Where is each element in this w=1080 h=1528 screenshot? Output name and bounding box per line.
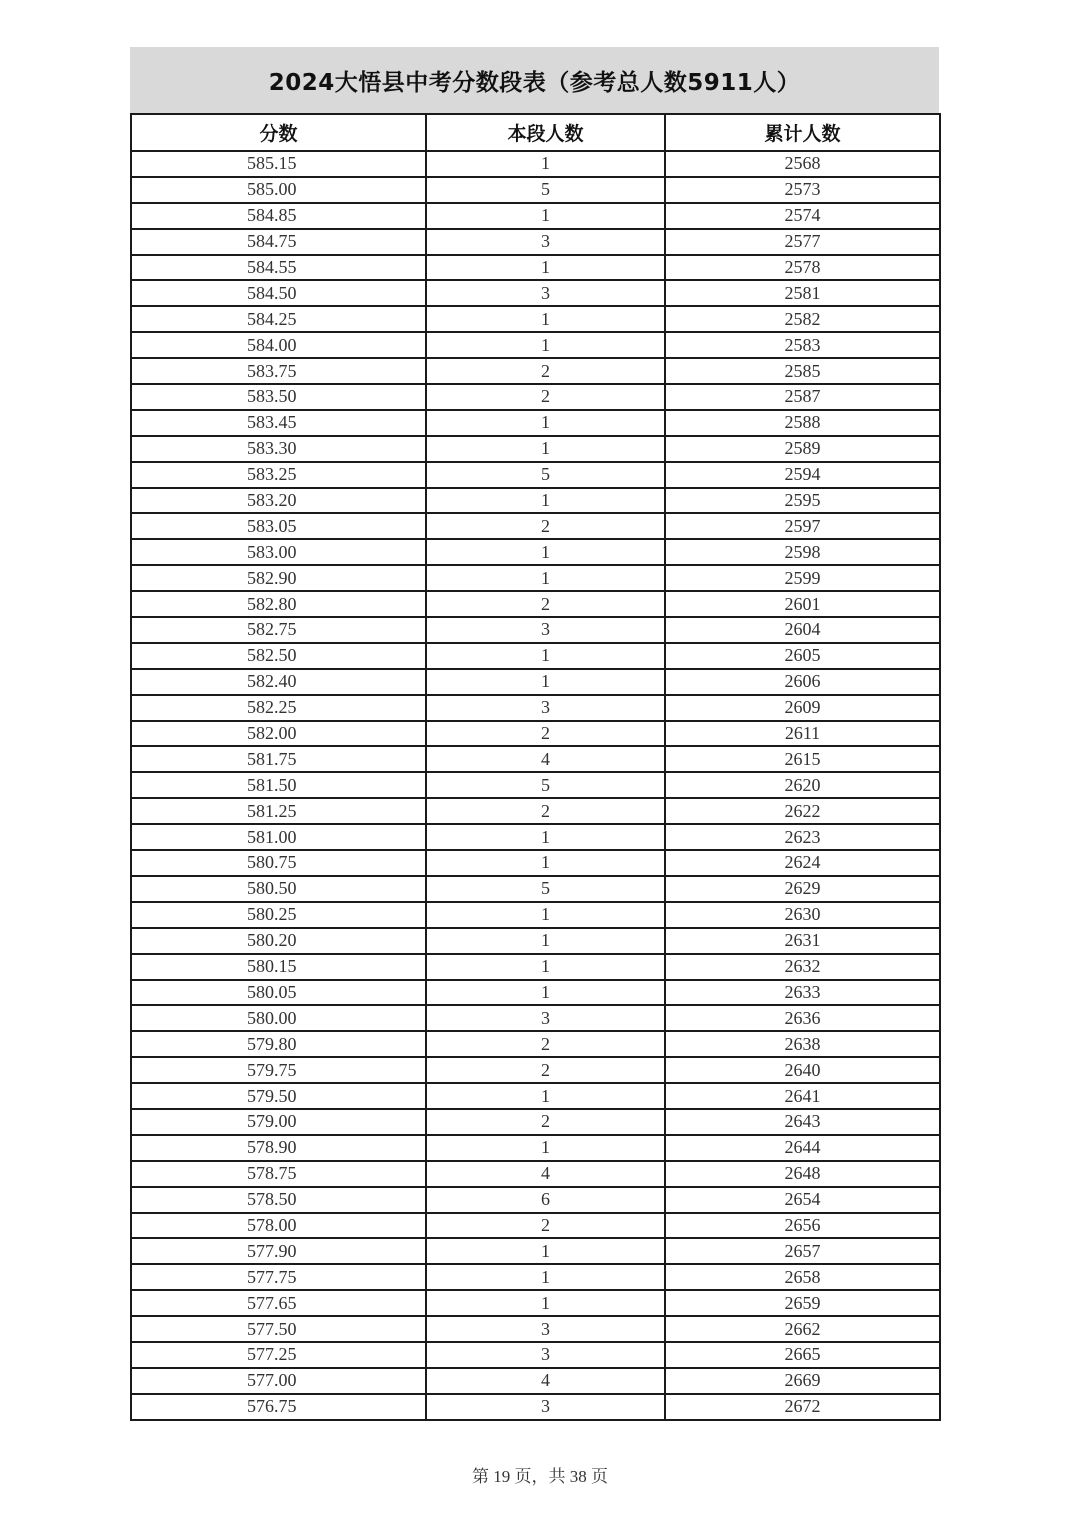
cumulative-count-cell: 2633 [665, 980, 940, 1006]
cumulative-count-cell: 2669 [665, 1368, 940, 1394]
segment-count-cell: 3 [426, 280, 665, 306]
cumulative-count-cell: 2658 [665, 1264, 940, 1290]
cumulative-count-cell: 2606 [665, 669, 940, 695]
segment-count-cell: 2 [426, 1213, 665, 1239]
score-cell: 580.05 [131, 980, 426, 1006]
cumulative-count-cell: 2595 [665, 488, 940, 514]
segment-count-cell: 1 [426, 203, 665, 229]
segment-count-cell: 1 [426, 488, 665, 514]
score-cell: 578.50 [131, 1187, 426, 1213]
cumulative-count-cell: 2585 [665, 358, 940, 384]
score-cell: 583.75 [131, 358, 426, 384]
table-row [131, 384, 940, 410]
cumulative-count-cell: 2615 [665, 746, 940, 772]
segment-count-cell: 3 [426, 1342, 665, 1368]
score-cell: 577.65 [131, 1290, 426, 1316]
table-row [131, 410, 940, 436]
table-row [131, 1057, 940, 1083]
score-cell: 580.75 [131, 850, 426, 876]
cumulative-count-cell: 2644 [665, 1135, 940, 1161]
score-cell: 577.50 [131, 1316, 426, 1342]
cumulative-count-cell: 2622 [665, 798, 940, 824]
segment-count-cell: 4 [426, 1161, 665, 1187]
score-table-sheet [130, 47, 939, 1421]
score-cell: 579.50 [131, 1083, 426, 1109]
score-cell: 578.75 [131, 1161, 426, 1187]
table-row [131, 695, 940, 721]
segment-count-cell: 2 [426, 1109, 665, 1135]
cumulative-count-cell: 2594 [665, 462, 940, 488]
cumulative-count-cell: 2604 [665, 617, 940, 643]
segment-count-cell: 1 [426, 1135, 665, 1161]
score-cell: 579.75 [131, 1057, 426, 1083]
cumulative-count-cell: 2631 [665, 928, 940, 954]
table-row [131, 850, 940, 876]
cumulative-count-cell: 2636 [665, 1005, 940, 1031]
score-cell: 580.20 [131, 928, 426, 954]
cumulative-count-cell: 2598 [665, 539, 940, 565]
segment-count-cell: 1 [426, 850, 665, 876]
cumulative-count-cell: 2588 [665, 410, 940, 436]
score-cell: 578.90 [131, 1135, 426, 1161]
table-row [131, 1316, 940, 1342]
score-cell: 582.75 [131, 617, 426, 643]
cumulative-count-cell: 2623 [665, 824, 940, 850]
cumulative-count-cell: 2657 [665, 1238, 940, 1264]
table-row [131, 1109, 940, 1135]
cumulative-count-cell: 2577 [665, 229, 940, 255]
table-row [131, 1394, 940, 1420]
cumulative-count-cell: 2659 [665, 1290, 940, 1316]
table-row [131, 255, 940, 281]
table-row [131, 746, 940, 772]
cumulative-count-cell: 2587 [665, 384, 940, 410]
segment-count-cell: 2 [426, 1031, 665, 1057]
column-header-segment-count: 本段人数 [426, 114, 665, 151]
table-row [131, 1368, 940, 1394]
table-row [131, 902, 940, 928]
score-cell: 578.00 [131, 1213, 426, 1239]
score-cell: 583.25 [131, 462, 426, 488]
segment-count-cell: 2 [426, 798, 665, 824]
segment-count-cell: 1 [426, 954, 665, 980]
segment-count-cell: 1 [426, 306, 665, 332]
score-cell: 581.25 [131, 798, 426, 824]
score-cell: 585.00 [131, 177, 426, 203]
segment-count-cell: 1 [426, 1264, 665, 1290]
cumulative-count-cell: 2609 [665, 695, 940, 721]
table-row [131, 591, 940, 617]
table-row [131, 980, 940, 1006]
segment-count-cell: 2 [426, 721, 665, 747]
table-row [131, 229, 940, 255]
cumulative-count-cell: 2581 [665, 280, 940, 306]
table-row [131, 462, 940, 488]
table-row [131, 876, 940, 902]
segment-count-cell: 2 [426, 591, 665, 617]
table-row [131, 1083, 940, 1109]
segment-count-cell: 3 [426, 1394, 665, 1420]
table-row [131, 1238, 940, 1264]
score-cell: 582.80 [131, 591, 426, 617]
score-cell: 583.50 [131, 384, 426, 410]
cumulative-count-cell: 2573 [665, 177, 940, 203]
score-cell: 584.75 [131, 229, 426, 255]
segment-count-cell: 1 [426, 980, 665, 1006]
score-cell: 583.20 [131, 488, 426, 514]
cumulative-count-cell: 2578 [665, 255, 940, 281]
score-cell: 582.50 [131, 643, 426, 669]
segment-count-cell: 4 [426, 1368, 665, 1394]
cumulative-count-cell: 2605 [665, 643, 940, 669]
table-row [131, 488, 940, 514]
segment-count-cell: 1 [426, 151, 665, 177]
table-title: 2024大悟县中考分数段表（参考总人数5911人） [268, 69, 801, 96]
segment-count-cell: 1 [426, 332, 665, 358]
table-row [131, 1135, 940, 1161]
score-cell: 580.00 [131, 1005, 426, 1031]
cumulative-count-cell: 2641 [665, 1083, 940, 1109]
segment-count-cell: 5 [426, 772, 665, 798]
segment-count-cell: 3 [426, 617, 665, 643]
cumulative-count-cell: 2582 [665, 306, 940, 332]
segment-count-cell: 1 [426, 669, 665, 695]
cumulative-count-cell: 2574 [665, 203, 940, 229]
table-row [131, 772, 940, 798]
score-cell: 581.50 [131, 772, 426, 798]
table-row [131, 1264, 940, 1290]
score-cell: 583.00 [131, 539, 426, 565]
score-cell: 583.30 [131, 436, 426, 462]
cumulative-count-cell: 2629 [665, 876, 940, 902]
cumulative-count-cell: 2638 [665, 1031, 940, 1057]
score-cell: 584.85 [131, 203, 426, 229]
score-cell: 577.00 [131, 1368, 426, 1394]
table-row [131, 928, 940, 954]
score-cell: 582.40 [131, 669, 426, 695]
cumulative-count-cell: 2611 [665, 721, 940, 747]
score-cell: 582.90 [131, 565, 426, 591]
table-row [131, 669, 940, 695]
cumulative-count-cell: 2568 [665, 151, 940, 177]
segment-count-cell: 5 [426, 177, 665, 203]
segment-count-cell: 1 [426, 1238, 665, 1264]
table-row [131, 151, 940, 177]
cumulative-count-cell: 2640 [665, 1057, 940, 1083]
cumulative-count-cell: 2643 [665, 1109, 940, 1135]
score-cell: 582.25 [131, 695, 426, 721]
table-row [131, 1187, 940, 1213]
page-footer: 第 19 页，共 38 页 [472, 1467, 608, 1486]
segment-count-cell: 3 [426, 229, 665, 255]
table-row [131, 513, 940, 539]
title-band [130, 47, 939, 113]
table-row [131, 1290, 940, 1316]
cumulative-count-cell: 2665 [665, 1342, 940, 1368]
column-header-cumulative-count: 累计人数 [665, 114, 940, 151]
table-row [131, 306, 940, 332]
segment-count-cell: 5 [426, 876, 665, 902]
segment-count-cell: 1 [426, 1083, 665, 1109]
table-row [131, 617, 940, 643]
score-cell: 584.50 [131, 280, 426, 306]
table-row [131, 1213, 940, 1239]
column-header-score: 分数 [131, 114, 426, 151]
table-row [131, 332, 940, 358]
table-row [131, 721, 940, 747]
table-row [131, 954, 940, 980]
score-cell: 577.90 [131, 1238, 426, 1264]
table-row [131, 436, 940, 462]
segment-count-cell: 1 [426, 539, 665, 565]
table-body [131, 151, 940, 1420]
segment-count-cell: 5 [426, 462, 665, 488]
cumulative-count-cell: 2672 [665, 1394, 940, 1420]
cumulative-count-cell: 2632 [665, 954, 940, 980]
score-cell: 579.00 [131, 1109, 426, 1135]
segment-count-cell: 1 [426, 436, 665, 462]
cumulative-count-cell: 2648 [665, 1161, 940, 1187]
table-row [131, 1161, 940, 1187]
cumulative-count-cell: 2624 [665, 850, 940, 876]
cumulative-count-cell: 2601 [665, 591, 940, 617]
table-row [131, 1031, 940, 1057]
table-row [131, 565, 940, 591]
segment-count-cell: 3 [426, 695, 665, 721]
score-cell: 577.25 [131, 1342, 426, 1368]
table-row [131, 1005, 940, 1031]
table-row [131, 358, 940, 384]
cumulative-count-cell: 2662 [665, 1316, 940, 1342]
score-cell: 582.00 [131, 721, 426, 747]
cumulative-count-cell: 2630 [665, 902, 940, 928]
segment-count-cell: 1 [426, 565, 665, 591]
score-cell: 584.00 [131, 332, 426, 358]
segment-count-cell: 1 [426, 1290, 665, 1316]
score-cell: 583.05 [131, 513, 426, 539]
score-cell: 581.75 [131, 746, 426, 772]
score-table [130, 113, 941, 1421]
cumulative-count-cell: 2599 [665, 565, 940, 591]
score-cell: 579.80 [131, 1031, 426, 1057]
score-cell: 576.75 [131, 1394, 426, 1420]
table-row [131, 824, 940, 850]
score-cell: 580.25 [131, 902, 426, 928]
segment-count-cell: 1 [426, 928, 665, 954]
segment-count-cell: 1 [426, 255, 665, 281]
table-row [131, 1342, 940, 1368]
cumulative-count-cell: 2583 [665, 332, 940, 358]
cumulative-count-cell: 2654 [665, 1187, 940, 1213]
score-cell: 585.15 [131, 151, 426, 177]
cumulative-count-cell: 2589 [665, 436, 940, 462]
table-row [131, 203, 940, 229]
segment-count-cell: 1 [426, 643, 665, 669]
segment-count-cell: 2 [426, 513, 665, 539]
segment-count-cell: 4 [426, 746, 665, 772]
score-cell: 580.15 [131, 954, 426, 980]
segment-count-cell: 2 [426, 1057, 665, 1083]
segment-count-cell: 2 [426, 384, 665, 410]
segment-count-cell: 3 [426, 1316, 665, 1342]
table-row [131, 177, 940, 203]
header-row [131, 114, 940, 151]
score-cell: 583.45 [131, 410, 426, 436]
score-cell: 584.55 [131, 255, 426, 281]
score-cell: 584.25 [131, 306, 426, 332]
segment-count-cell: 1 [426, 824, 665, 850]
segment-count-cell: 3 [426, 1005, 665, 1031]
segment-count-cell: 1 [426, 410, 665, 436]
segment-count-cell: 2 [426, 358, 665, 384]
cumulative-count-cell: 2656 [665, 1213, 940, 1239]
score-cell: 580.50 [131, 876, 426, 902]
segment-count-cell: 6 [426, 1187, 665, 1213]
table-row [131, 280, 940, 306]
table-row [131, 643, 940, 669]
cumulative-count-cell: 2597 [665, 513, 940, 539]
score-cell: 577.75 [131, 1264, 426, 1290]
table-row [131, 539, 940, 565]
segment-count-cell: 1 [426, 902, 665, 928]
cumulative-count-cell: 2620 [665, 772, 940, 798]
score-cell: 581.00 [131, 824, 426, 850]
table-row [131, 798, 940, 824]
